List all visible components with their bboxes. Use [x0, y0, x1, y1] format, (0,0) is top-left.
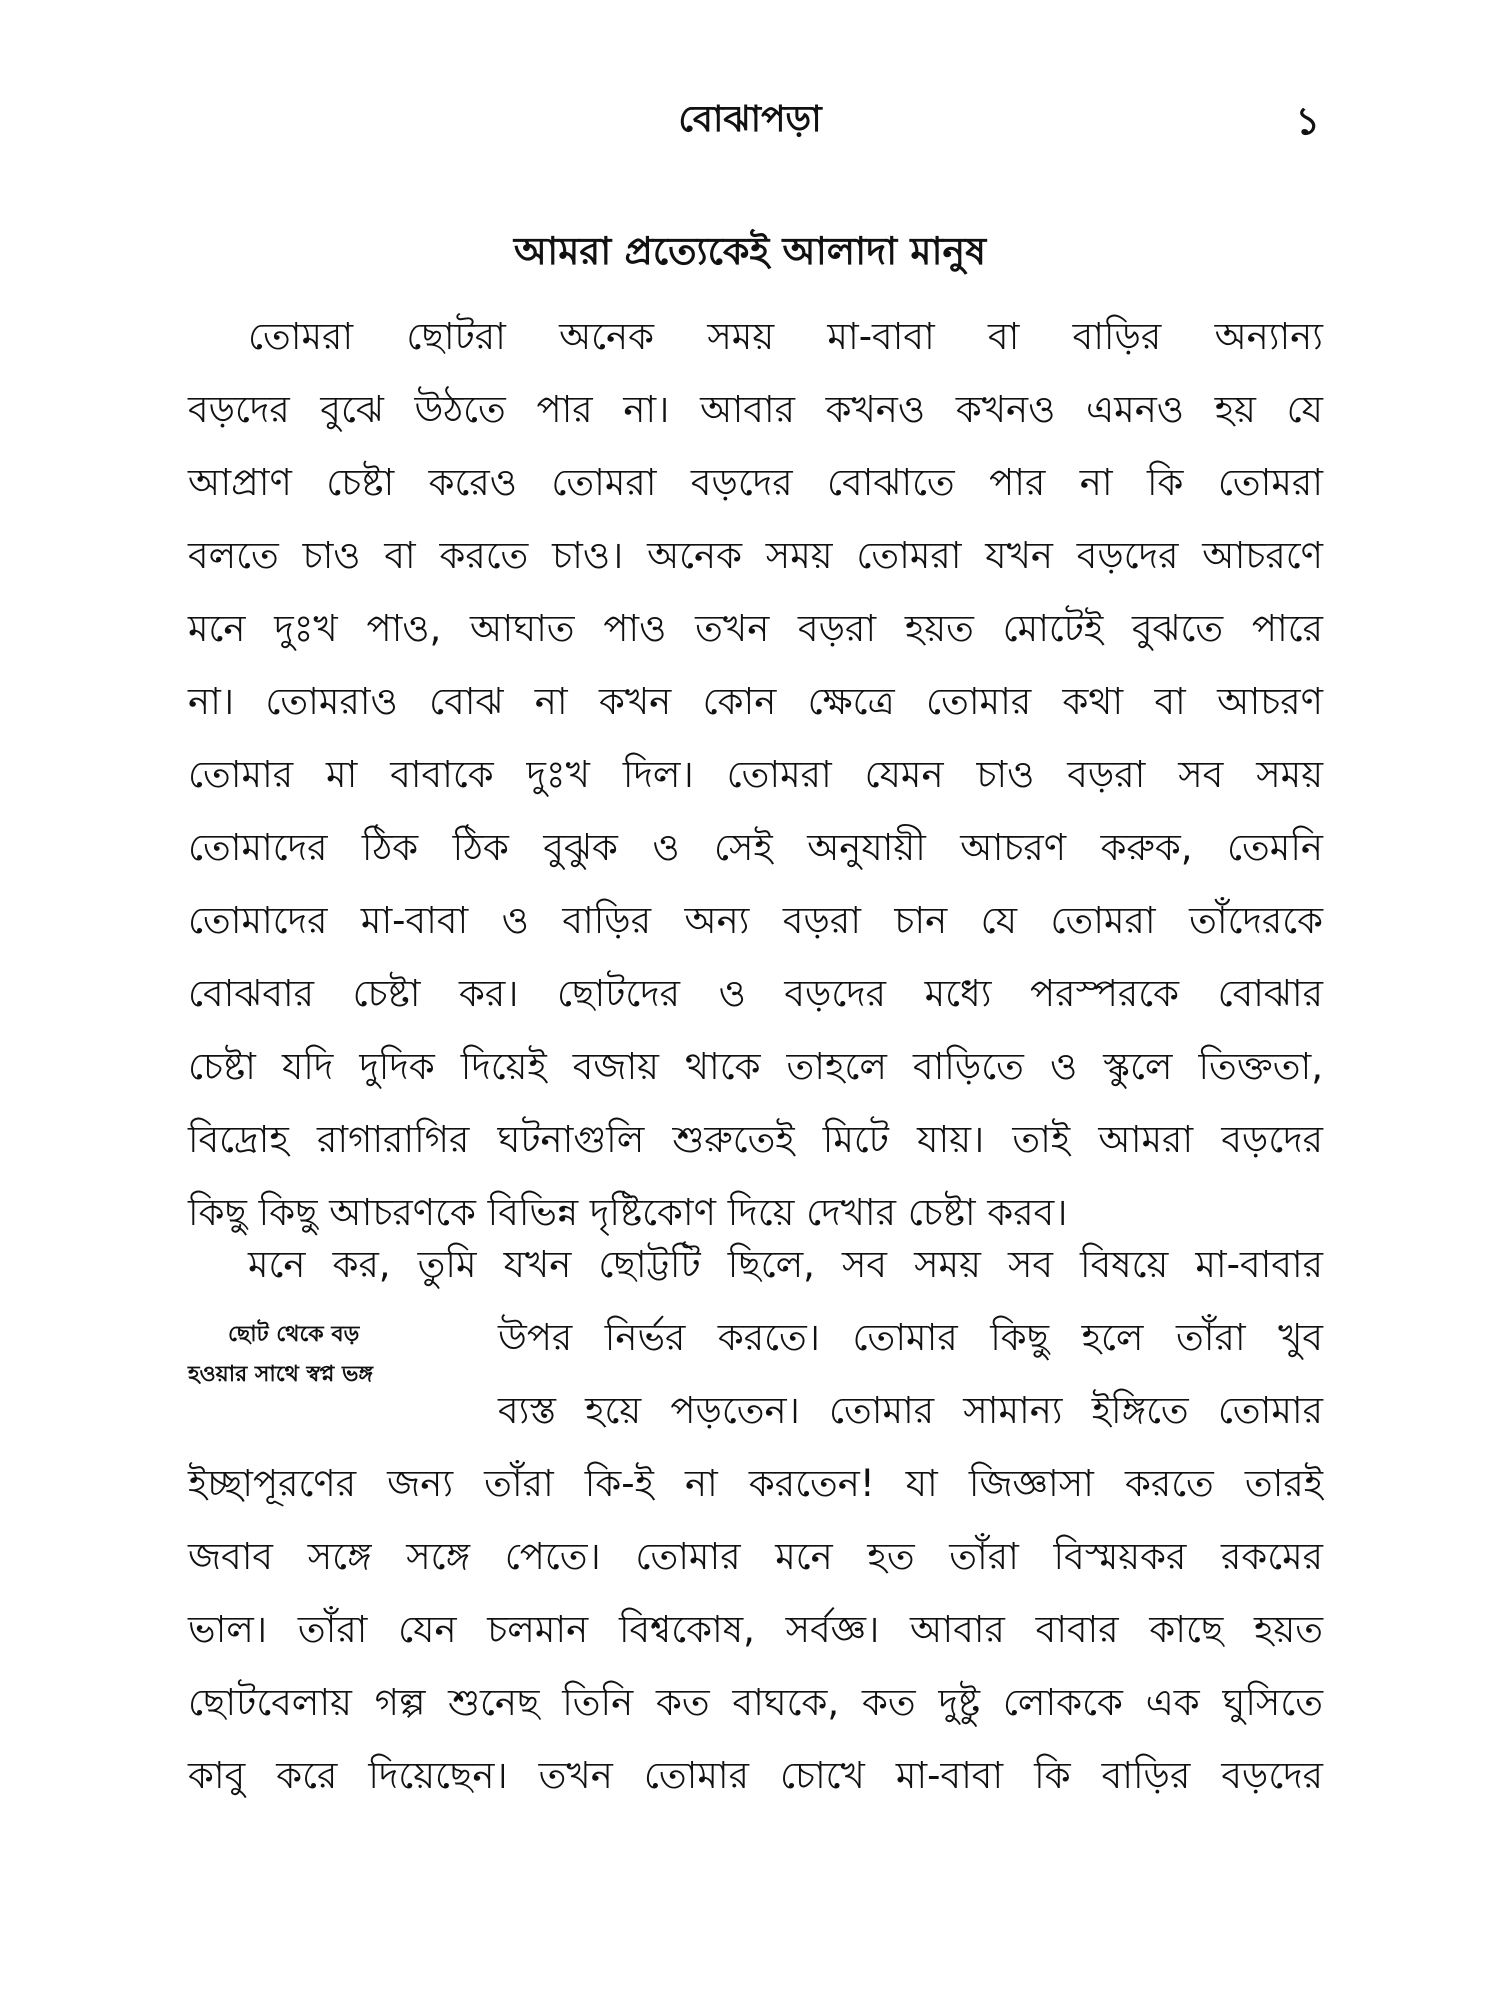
margin-note-line: হওয়ার সাথে স্বপ্ন ভঙ্গ	[188, 1362, 374, 1387]
page-number: ১	[1295, 99, 1320, 143]
text-line: চেষ্টা যদি দুদিক দিয়েই বজায় থাকে তাহলে বাড়িতে ও স্কুলে তিক্ততা,	[188, 1045, 1323, 1088]
text-line: উপর নির্ভর করতে। তোমার কিছু হলে তাঁরা খুব	[498, 1316, 1323, 1359]
wrapped-text	[498, 1301, 1323, 1447]
text-line: তোমাদের ঠিক ঠিক বুঝুক ও সেই অনুযায়ী আচরণ করুক, তেমনি	[188, 826, 1323, 869]
text-line: জবাব সঙ্গে সঙ্গে পেতে। তোমার মনে হত তাঁরা বিস্ময়কর রকমের	[188, 1535, 1323, 1578]
text-line: বলতে চাও বা করতে চাও। অনেক সময় তোমরা যখন বড়দের আচরণে	[188, 534, 1323, 577]
text-line: ইচ্ছাপূরণের জন্য তাঁরা কি-ই না করতেন! যা জিজ্ঞাসা করতে তারই	[188, 1462, 1323, 1505]
text-line: মনে দুঃখ পাও, আঘাত পাও তখন বড়রা হয়ত মোটেই বুঝতে পারে	[188, 607, 1323, 650]
text-line: তোমার মা বাবাকে দুঃখ দিল। তোমরা যেমন চাও বড়রা সব সময়	[188, 753, 1323, 796]
text-line: কিছু কিছু আচরণকে বিভিন্ন দৃষ্টিকোণ দিয়ে দেখার চেষ্টা করব।	[188, 1191, 1068, 1234]
text-line: তোমরা ছোটরা অনেক সময় মা-বাবা বা বাড়ির অন্যান্য	[248, 315, 1323, 358]
text-line: বোঝবার চেষ্টা কর। ছোটদের ও বড়দের মধ্যে পরস্পরকে বোঝার	[188, 972, 1323, 1015]
text-line: ভাল। তাঁরা যেন চলমান বিশ্বকোষ, সর্বজ্ঞ। আবার বাবার কাছে হয়ত	[188, 1608, 1323, 1651]
text-line: আপ্রাণ চেষ্টা করেও তোমরা বড়দের বোঝাতে পার না কি তোমরা	[188, 461, 1323, 504]
text-line: তোমাদের মা-বাবা ও বাড়ির অন্য বড়রা চান যে তোমরা তাঁদেরকে	[188, 899, 1323, 942]
margin-note-line: ছোট থেকে বড়	[228, 1322, 360, 1347]
text-line: বড়দের বুঝে উঠতে পার না। আবার কখনও কখনও এমনও হয় যে	[188, 388, 1323, 431]
chapter-title: আমরা প্রত্যেকেই আলাদা মানুষ	[513, 229, 987, 273]
text-line: বিদ্রোহ রাগারাগির ঘটনাগুলি শুরুতেই মিটে যায়। তাই আমরা বড়দের	[188, 1118, 1323, 1161]
text-line: ছোটবেলায় গল্প শুনেছ তিনি কত বাঘকে, কত দুষ্টু লোককে এক ঘুসিতে	[188, 1681, 1323, 1724]
paragraph-2-first-line	[188, 1228, 1323, 1301]
running-title: বোঝাপড়া	[678, 99, 822, 140]
text-line: ব্যস্ত হয়ে পড়তেন। তোমার সামান্য ইঙ্গিতে তোমার	[498, 1389, 1323, 1432]
paragraph-2-rest	[188, 1447, 1323, 1812]
text-line: মনে কর, তুমি যখন ছোট্টটি ছিলে, সব সময় সব বিষয়ে মা-বাবার	[248, 1243, 1323, 1286]
margin-note	[188, 1315, 478, 1395]
text-line: না। তোমরাও বোঝ না কখন কোন ক্ষেত্রে তোমার কথা বা আচরণ	[188, 680, 1323, 723]
running-header	[0, 92, 1500, 152]
paragraph-2-side-note-block	[188, 1301, 1323, 1447]
paragraph-1	[188, 300, 1323, 1249]
text-line: কাবু করে দিয়েছেন। তখন তোমার চোখে মা-বাবা কি বাড়ির বড়দের	[188, 1754, 1323, 1797]
